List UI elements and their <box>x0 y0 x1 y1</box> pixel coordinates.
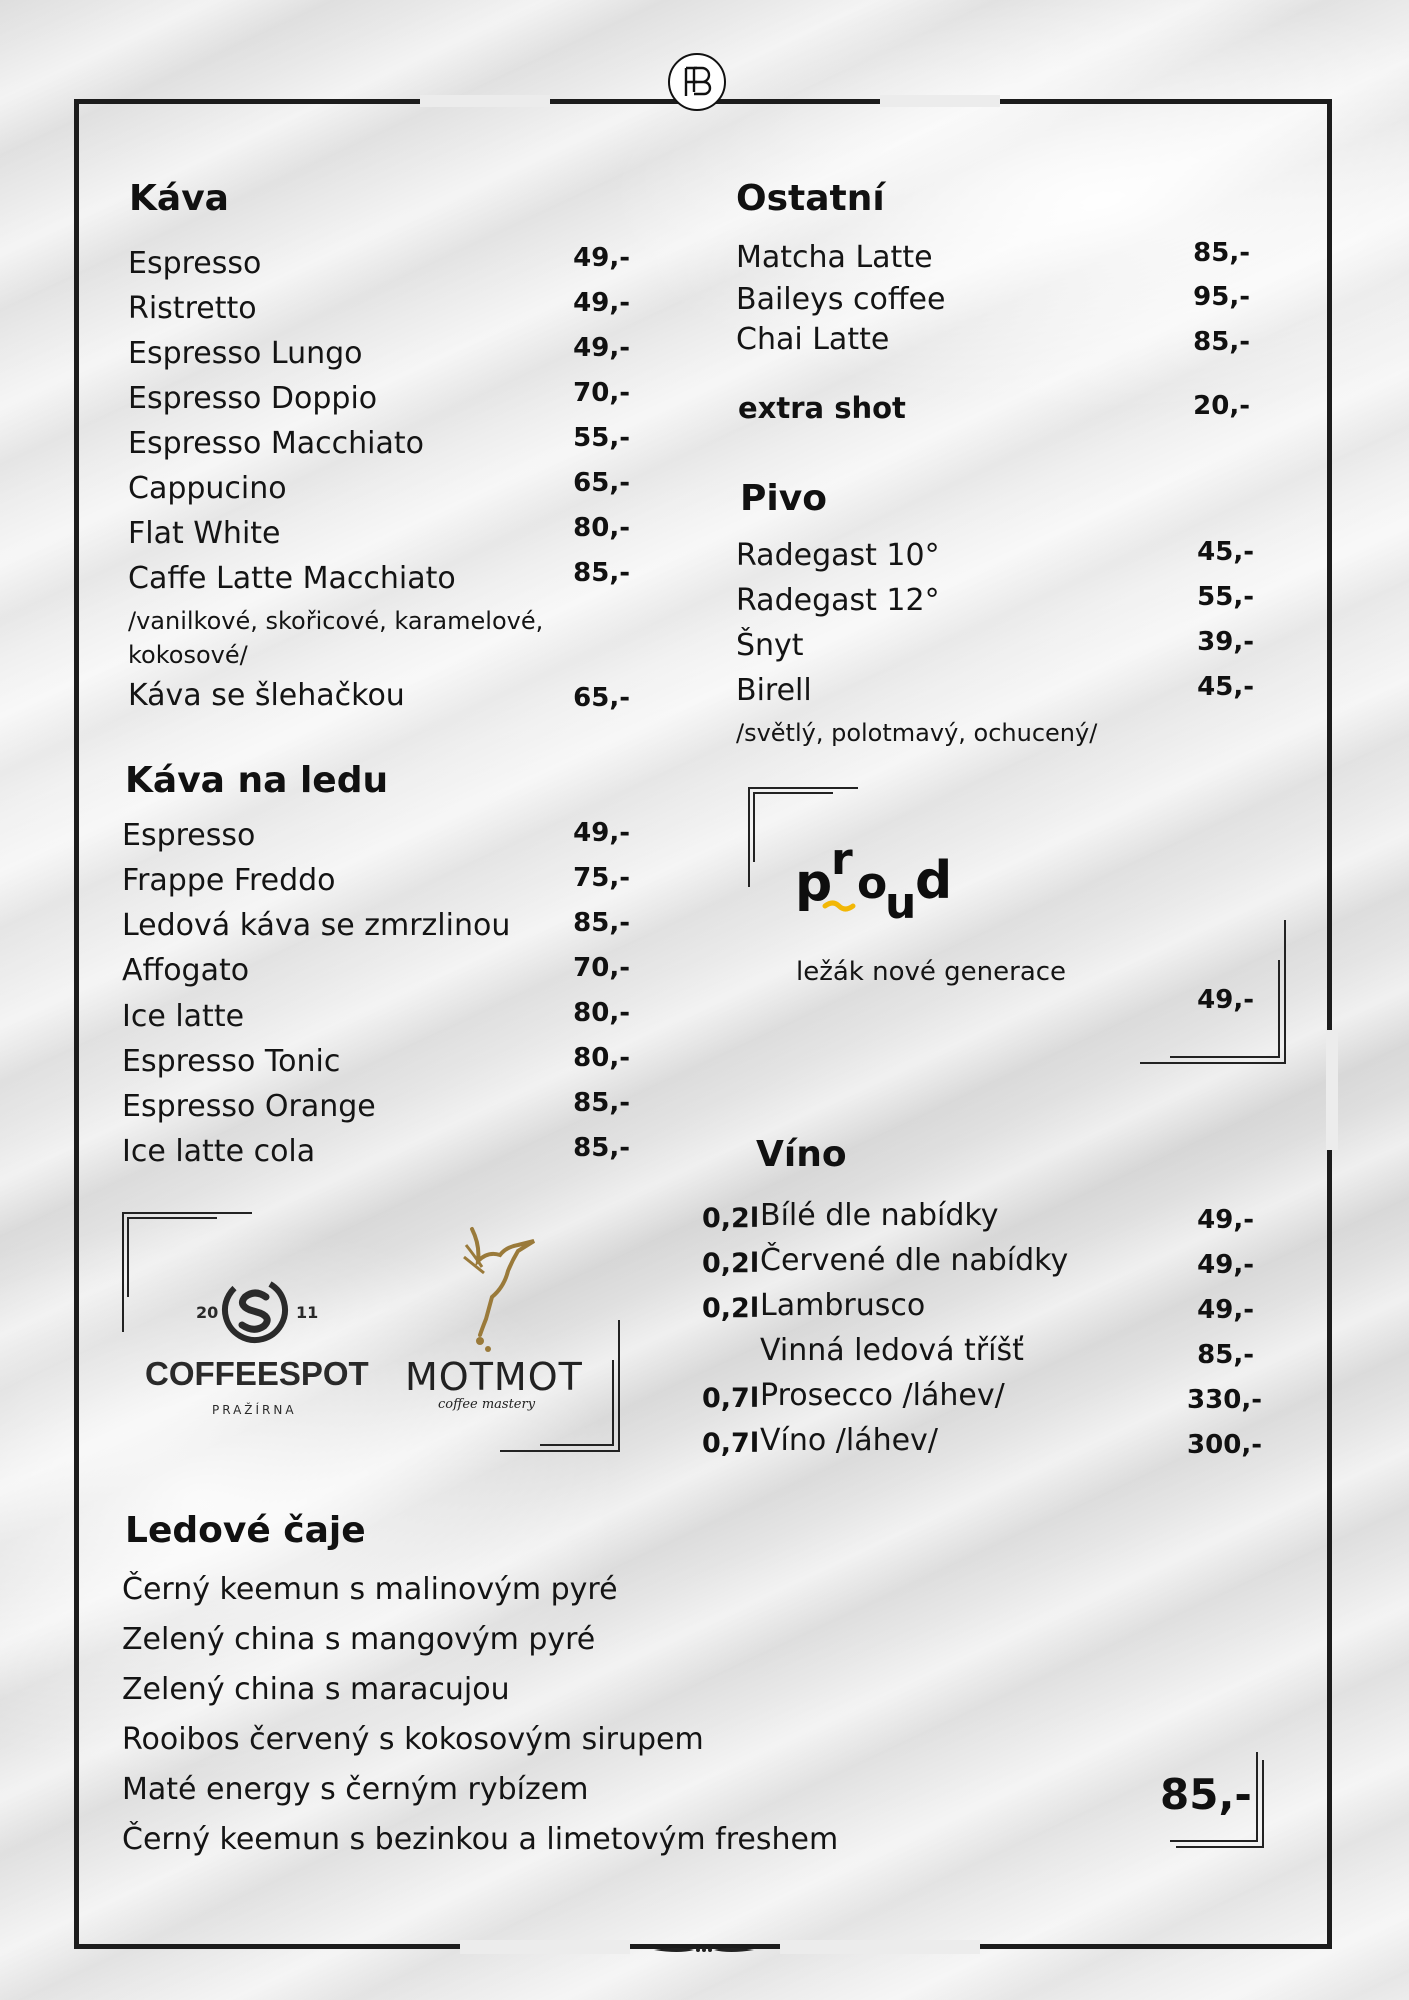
menu-item: Radegast 10° <box>736 538 940 573</box>
menu-item: Flat White <box>128 516 281 551</box>
frame-gap <box>460 1940 630 1954</box>
menu-item: Šnyt <box>736 628 804 663</box>
menu-item: Bílé dle nabídky <box>760 1198 999 1233</box>
menu-price: 85,- <box>1193 238 1250 268</box>
menu-price: 85,- <box>573 558 630 588</box>
proud-wordmark-icon <box>795 840 965 930</box>
svg-text:r: r <box>831 840 853 885</box>
menu-item: Radegast 12° <box>736 583 940 618</box>
motmot-name: MOTMOT <box>405 1355 583 1399</box>
menu-item: Espresso Lungo <box>128 336 363 371</box>
menu-price: 330,- <box>1187 1385 1262 1415</box>
menu-price: 49,- <box>573 243 630 273</box>
menu-price: 80,- <box>573 513 630 543</box>
wine-volume: 0,2l <box>702 1293 760 1324</box>
menu-price: 85,- <box>1193 327 1250 357</box>
svg-text:p: p <box>795 853 833 913</box>
tea-item: Maté energy s černým rybízem <box>122 1772 589 1807</box>
tea-price: 85,- <box>1160 1770 1252 1819</box>
divider-ornament-icon <box>654 1944 754 1956</box>
tea-item: Zelený china s mangovým pyré <box>122 1622 596 1657</box>
section-heading-kava-na-ledu: Káva na ledu <box>125 760 389 801</box>
menu-price: 55,- <box>573 423 630 453</box>
menu-price: 49,- <box>1197 985 1254 1015</box>
menu-item: Lambrusco <box>760 1288 926 1323</box>
menu-price: 39,- <box>1197 627 1254 657</box>
menu-price: 65,- <box>573 683 630 713</box>
menu-item: Ice latte <box>122 999 245 1034</box>
motmot-sub: coffee mastery <box>438 1397 536 1412</box>
brand-logo <box>668 53 726 111</box>
menu-item: Ristretto <box>128 291 257 326</box>
section-heading-vino: Víno <box>756 1134 847 1175</box>
menu-item: Espresso Orange <box>122 1089 376 1124</box>
menu-item: Chai Latte <box>736 322 890 357</box>
menu-price: 85,- <box>573 908 630 938</box>
hummingbird-icon <box>460 1225 540 1355</box>
menu-item: Espresso <box>122 818 256 853</box>
beer-note: /světlý, polotmavý, ochucený/ <box>736 719 1098 747</box>
menu-price: 49,- <box>1197 1295 1254 1325</box>
frame-gap <box>880 95 1000 107</box>
menu-price: 80,- <box>573 1043 630 1073</box>
extra-shot-label: extra shot <box>738 391 906 425</box>
menu-price: 300,- <box>1187 1430 1262 1460</box>
menu-price: 85,- <box>573 1088 630 1118</box>
motmot-logo <box>400 1225 600 1425</box>
coffeespot-sub: PRAŽÍRNA <box>212 1403 297 1417</box>
wine-volume: 0,2l <box>702 1248 760 1279</box>
menu-price: 85,- <box>573 1133 630 1163</box>
proud-logo <box>795 840 965 930</box>
menu-price: 49,- <box>573 818 630 848</box>
wine-volume: 0,7l <box>702 1428 760 1459</box>
tea-item: Zelený china s maracujou <box>122 1672 510 1707</box>
section-heading-ostatni: Ostatní <box>736 178 885 219</box>
menu-price: 49,- <box>573 288 630 318</box>
coffeespot-s-icon <box>220 1275 290 1345</box>
menu-item: Vinná ledová tříšť <box>760 1333 1024 1368</box>
menu-item: Ice latte cola <box>122 1134 316 1169</box>
menu-item: Červené dle nabídky <box>760 1243 1069 1278</box>
menu-item: Cappucino <box>128 471 287 506</box>
menu-price: 65,- <box>573 468 630 498</box>
section-heading-pivo: Pivo <box>740 478 827 519</box>
tea-item: Černý keemun s bezinkou a limetovým freshem <box>122 1822 839 1857</box>
coffeespot-year-right: 11 <box>296 1303 319 1322</box>
menu-item: Káva se šlehačkou <box>128 678 405 713</box>
menu-price: 70,- <box>573 378 630 408</box>
tea-item: Černý keemun s malinovým pyré <box>122 1572 618 1607</box>
menu-price: 45,- <box>1197 672 1254 702</box>
menu-price: 75,- <box>573 863 630 893</box>
frame-gap <box>420 95 550 107</box>
menu-item: Espresso Macchiato <box>128 426 425 461</box>
coffeespot-logo <box>140 1275 370 1425</box>
wine-volume: 0,7l <box>702 1383 760 1414</box>
monogram-icon <box>677 62 717 102</box>
menu-item: Matcha Latte <box>736 240 933 275</box>
coffeespot-year-left: 20 <box>196 1303 219 1322</box>
menu-price: 70,- <box>573 953 630 983</box>
svg-text:d: d <box>915 851 953 911</box>
menu-price: 49,- <box>1197 1205 1254 1235</box>
menu-price: 49,- <box>573 333 630 363</box>
menu-price: 49,- <box>1197 1250 1254 1280</box>
tea-item: Rooibos červený s kokosovým sirupem <box>122 1722 704 1757</box>
menu-item: Espresso Tonic <box>122 1044 341 1079</box>
menu-item: Caffe Latte Macchiato <box>128 561 456 596</box>
menu-price: 20,- <box>1193 391 1250 421</box>
menu-item: Birell <box>736 673 812 708</box>
menu-item: Espresso Doppio <box>128 381 378 416</box>
section-heading-ledove-caje: Ledové čaje <box>125 1510 366 1551</box>
menu-price: 95,- <box>1193 282 1250 312</box>
flavor-note: /vanilkové, skořicové, karamelové, kokosové/ <box>128 607 544 669</box>
svg-text:o: o <box>857 858 888 909</box>
menu-price: 80,- <box>573 998 630 1028</box>
wine-volume: 0,2l <box>702 1203 760 1234</box>
menu-price: 45,- <box>1197 537 1254 567</box>
menu-price: 55,- <box>1197 582 1254 612</box>
menu-item: Víno /láhev/ <box>760 1423 938 1458</box>
menu-item: Prosecco /láhev/ <box>760 1378 1005 1413</box>
frame-gap <box>780 1940 980 1954</box>
section-heading-kava: Káva <box>129 178 229 219</box>
frame-gap <box>1326 1030 1338 1150</box>
coffeespot-name: COFFEESPOT <box>145 1355 369 1392</box>
menu-item: Affogato <box>122 953 250 988</box>
menu-item: Espresso <box>128 246 262 281</box>
svg-text:u: u <box>885 878 917 929</box>
menu-item: Ledová káva se zmrzlinou <box>122 908 511 943</box>
menu-item: Baileys coffee <box>736 282 946 317</box>
menu-price: 85,- <box>1197 1340 1254 1370</box>
menu-item: Frappe Freddo <box>122 863 336 898</box>
proud-tagline: ležák nové generace <box>796 957 1067 987</box>
